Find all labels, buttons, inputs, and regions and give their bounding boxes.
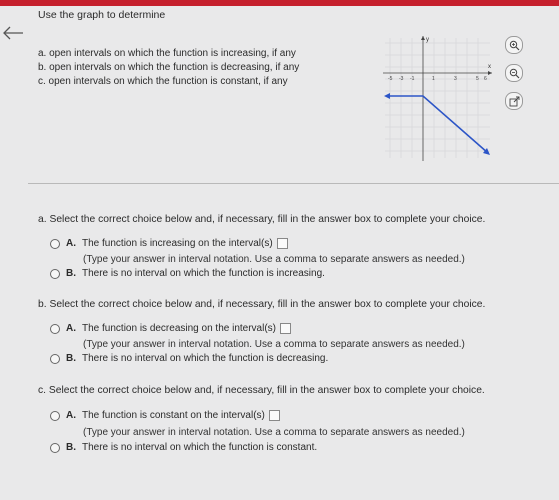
zoom-out-icon	[509, 68, 520, 79]
popout-button[interactable]	[505, 92, 523, 110]
tick-label: 1	[432, 76, 435, 82]
part-list	[38, 47, 299, 89]
part-a-prompt: a. Select the correct choice below and, if necessary, fill in the answer box to complete your choice.	[38, 214, 486, 225]
choice-text: There is no interval on which the function is decreasing.	[82, 353, 329, 364]
part-c-hint: (Type your answer in interval notation. Use a comma to separate answers as needed.)	[83, 427, 465, 438]
radio-button[interactable]	[50, 354, 60, 364]
part-c-choice-b[interactable]	[50, 442, 317, 453]
part-b-hint: (Type your answer in interval notation. Use a comma to separate answers as needed.)	[83, 339, 465, 350]
part-b-prompt: b. Select the correct choice below and, if necessary, fill in the answer box to complete your choice.	[38, 299, 486, 310]
tick-label: -5	[388, 76, 393, 82]
x-axis-label: x	[488, 64, 491, 70]
choice-text: There is no interval on which the function is constant.	[82, 442, 318, 453]
answer-input-box[interactable]	[280, 323, 291, 334]
radio-button[interactable]	[50, 269, 60, 279]
back-arrow-icon[interactable]	[2, 26, 24, 40]
section-divider	[28, 183, 559, 184]
part-a-choice-b[interactable]	[50, 268, 325, 279]
choice-text: There is no interval on which the function is increasing.	[82, 268, 325, 279]
tick-label: 6	[484, 76, 487, 82]
choice-text: The function is constant on the interval(s)	[82, 410, 265, 421]
radio-button[interactable]	[50, 411, 60, 421]
part-c-text: c. open intervals on which the function is constant, if any	[38, 76, 288, 87]
radio-button[interactable]	[50, 239, 60, 249]
zoom-in-button[interactable]	[505, 36, 523, 54]
zoom-out-button[interactable]	[505, 64, 523, 82]
radio-button[interactable]	[50, 324, 60, 334]
zoom-in-icon	[509, 40, 520, 51]
part-b-text: b. open intervals on which the function is decreasing, if any	[38, 62, 300, 73]
answer-input-box[interactable]	[277, 238, 288, 249]
choice-text: The function is decreasing on the interval(s)	[82, 323, 276, 334]
tick-label: -3	[399, 76, 404, 82]
top-accent-bar	[0, 0, 559, 6]
choice-letter: A.	[66, 238, 76, 249]
choice-letter: B.	[66, 442, 76, 453]
choice-text: The function is increasing on the interval(s)	[82, 238, 273, 249]
choice-letter: A.	[66, 410, 76, 421]
part-b-choice-b[interactable]	[50, 353, 328, 364]
part-a-text: a. open intervals on which the function is increasing, if any	[38, 48, 296, 59]
part-c-choice-a[interactable]	[50, 410, 280, 421]
part-a-choice-a[interactable]	[50, 238, 288, 249]
choice-letter: A.	[66, 323, 76, 334]
tick-label: 5	[476, 76, 479, 82]
question-prompt: Use the graph to determine	[38, 9, 166, 21]
radio-button[interactable]	[50, 443, 60, 453]
choice-letter: B.	[66, 268, 76, 279]
part-b-choice-a[interactable]	[50, 323, 291, 334]
y-axis-label: y	[426, 37, 429, 43]
part-c-prompt: c. Select the correct choice below and, if necessary, fill in the answer box to complete your choice.	[38, 385, 485, 396]
function-curve	[388, 96, 488, 153]
external-link-icon	[509, 96, 520, 107]
function-graph	[380, 33, 495, 163]
answer-input-box[interactable]	[269, 410, 280, 421]
part-a-hint: (Type your answer in interval notation. Use a comma to separate answers as needed.)	[83, 254, 465, 265]
choice-letter: B.	[66, 353, 76, 364]
tick-label: 3	[454, 76, 457, 82]
curve-left-arrow	[384, 93, 390, 99]
tick-label: -1	[410, 76, 415, 82]
